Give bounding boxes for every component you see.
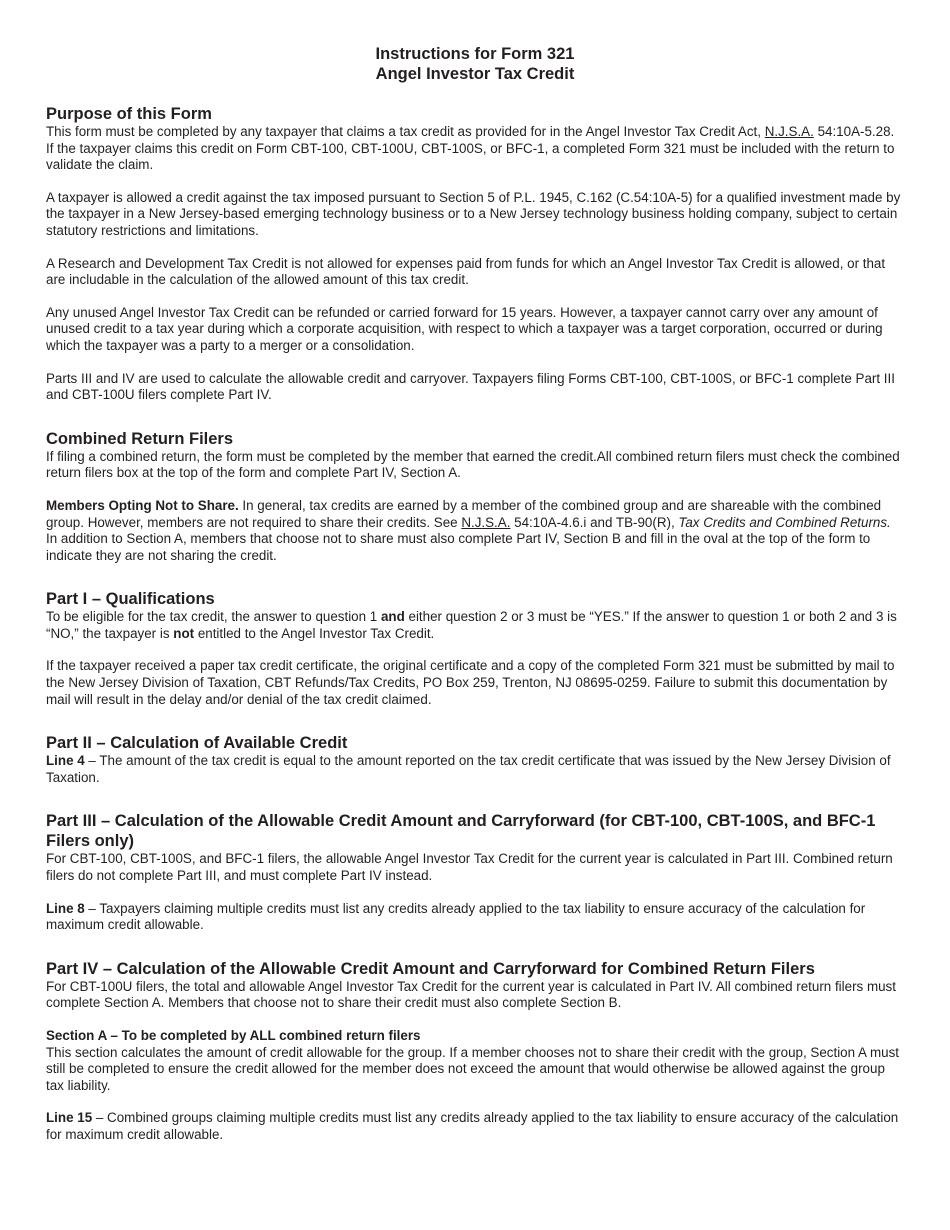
section-heading: Part II – Calculation of Available Credit: [46, 734, 348, 753]
part1-paragraph-2: If the taxpayer received a paper tax credit certificate, the original certificate and a copy of the completed Form 321 must be submitted by mail to the New Jersey Division of Taxation, CBT Refunds/Tax Credits, PO Box 259, Trenton, NJ 08695-0259. Failure to submit this documentation by mail will result in the delay and/or denial of the tax credit claimed.: [46, 658, 895, 707]
purpose-paragraph-1: This form must be completed by any taxpayer that claims a tax credit as provided for in the Angel Investor Tax Credit Act, N.J.S.A. 54:10A-5.28. If the taxpayer claims this credit on Form CBT-100, CBT-100U, CBT-100S, or BFC-1, a completed Form 321 must be included with the return to validate the claim.: [46, 124, 895, 173]
njsa-reference: N.J.S.A.: [461, 514, 511, 530]
part1-paragraph-1: To be eligible for the tax credit, the answer to question 1 and either question 2 or 3 must be “YES.” If the answer to question 1 or both 2 and 3 is “NO,” the taxpayer is not entitled to the Angel Investor Tax Credit.: [46, 609, 897, 641]
part3-paragraph-1: For CBT-100, CBT-100S, and BFC-1 filers, the allowable Angel Investor Tax Credit for the current year is calculated in Part III. Combined return filers do not complete Part III, and must complete Part IV instead.: [46, 851, 893, 884]
section-heading: Combined Return Filers: [46, 429, 234, 448]
purpose-paragraph-3: A Research and Development Tax Credit is not allowed for expenses paid from funds for which an Angel Investor Tax Credit is allowed, or that are includable in the calculation of the allowed amount of this tax credit.: [46, 255, 886, 288]
part2-line-4: Line 4 – The amount of the tax credit is equal to the amount reported on the tax credit certificate that was issued by the New Jersey Division of Taxation.: [46, 753, 891, 785]
section-heading: Part I – Qualifications: [46, 590, 215, 609]
section-heading: Purpose of this Form: [46, 105, 212, 123]
document-title: [46, 44, 904, 84]
part4-paragraph-1: For CBT-100U filers, the total and allowable Angel Investor Tax Credit for the current year is calculated in Part IV. All combined return filers must complete Section A. Members that choose not to share their credit must also complete Section B.: [46, 978, 896, 1011]
title-line-1: Instructions for Form 321: [375, 45, 575, 63]
section-combined-return-filers: [46, 429, 904, 565]
section-heading: Part IV – Calculation of the Allowable Credit Amount and Carryforward for Combined Return Filers: [46, 959, 815, 978]
part3-line-8: Line 8 – Taxpayers claiming multiple credits must list any credits already applied to the tax liability to ensure accuracy of the calculation for maximum credit allowable.: [46, 900, 866, 933]
combined-paragraph-2: Members Opting Not to Share. In general, tax credits are earned by a member of the combined group and are shareable with the combined group. However, members are not required to share their credits. See N.J.S.A. 54:10A-4.6.i and TB-90(R), Tax Credits and Combined Returns. In addition to Section A, members that choose not to share must also complete Part IV, Section B and fill in the oval at the top of the form to indicate they are not sharing the credit.: [46, 497, 891, 563]
section-a-heading: Section A – To be completed by ALL combined return filers: [46, 1028, 421, 1043]
purpose-paragraph-2: A taxpayer is allowed a credit against the tax imposed pursuant to Section 5 of P.L. 1945, C.162 (C.54:10A-5) for a qualified investment made by the taxpayer in a New Jersey-based emerging technology business or to a New Jersey technology business holding company, subject to certain statutory restrictions and limitations.: [46, 189, 901, 238]
section-purpose: [46, 104, 904, 404]
section-part-3: [46, 811, 904, 933]
section-heading: Part III – Calculation of the Allowable Credit Amount and Carryforward (for CBT-100, CBT-100S, and BFC-1 Filers only): [46, 812, 876, 851]
part4-line-15: Line 15 – Combined groups claiming multiple credits must list any credits already applied to the tax liability to ensure accuracy of the calculation for maximum credit allowable.: [46, 1110, 899, 1142]
section-part-1: [46, 589, 904, 708]
purpose-paragraph-5: Parts III and IV are used to calculate the allowable credit and carryover. Taxpayers filing Forms CBT-100, CBT-100S, or BFC-1 complete Part III and CBT-100U filers complete Part IV.: [46, 370, 895, 403]
combined-paragraph-1: If filing a combined return, the form must be completed by the member that earned the credit.All combined return filers must check the combined return filers box at the top of the form and complete Part IV, Section A.: [46, 448, 900, 481]
section-a-paragraph: This section calculates the amount of credit allowable for the group. If a member chooses not to share their credit with the group, Section A must still be completed to ensure the credit allowed for the member does not exceed the amount that would otherwise be allowed against the group tax liability.: [46, 1044, 899, 1093]
purpose-paragraph-4: Any unused Angel Investor Tax Credit can be refunded or carried forward for 15 years. However, a taxpayer cannot carry over any amount of unused credit to a tax year during which a corporate acquisition, with respect to which a taxpayer was a target corporation, occurred or during which the taxpayer was a party to a merger or a consolidation.: [46, 304, 883, 353]
title-line-2: Angel Investor Tax Credit: [375, 65, 575, 83]
section-part-2: [46, 733, 904, 786]
section-part-4: [46, 959, 904, 1144]
njsa-reference: N.J.S.A.: [764, 124, 814, 139]
